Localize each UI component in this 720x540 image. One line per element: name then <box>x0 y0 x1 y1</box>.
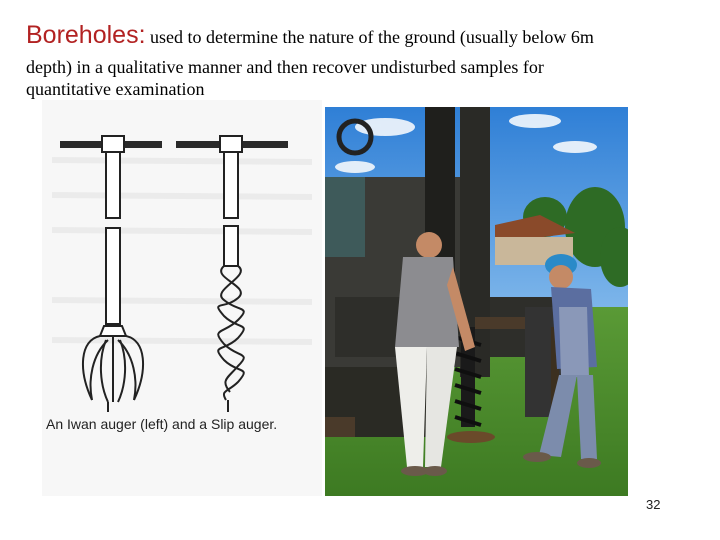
drilling-rig-illustration <box>325 107 628 496</box>
page-number: 32 <box>646 497 661 512</box>
slide-description-line3: quantitative examination <box>26 79 205 99</box>
slide-title: Boreholes: <box>26 21 146 49</box>
drilling-rig-photo <box>325 107 628 496</box>
figure-caption: An Iwan auger (left) and a Slip auger. <box>46 416 278 432</box>
auger-drawing-illustration <box>42 100 322 496</box>
slide-description-line1: used to determine the nature of the ground (usually below 6m <box>145 27 594 47</box>
auger-drawing-figure <box>42 100 322 496</box>
slide-heading <box>26 20 706 103</box>
slide-description-line2: depth) in a qualitative manner and then recover undisturbed samples for <box>26 57 544 77</box>
